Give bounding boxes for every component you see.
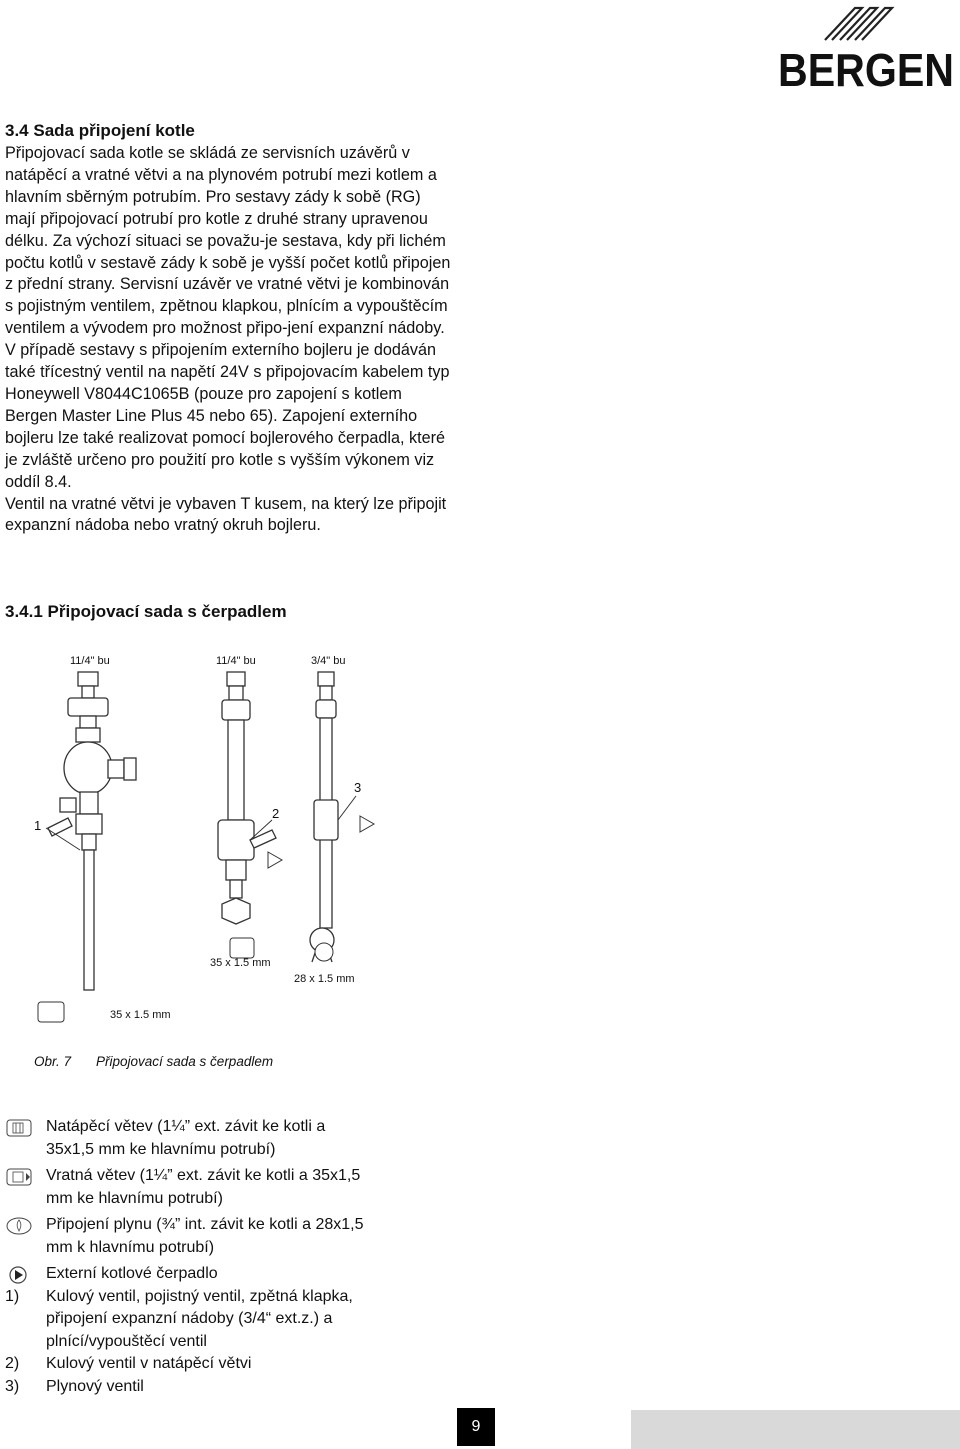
gas-flame-icon	[6, 1217, 32, 1235]
figure-number: Obr. 7	[34, 1054, 72, 1069]
bergen-logo	[770, 0, 960, 95]
figure-caption: Připojovací sada s čerpadlem	[96, 1054, 274, 1069]
legend-numbered-2: 2) Kulový ventil v natápěcí větvi	[5, 1355, 252, 1372]
legend-item-return: Vratná větev (1¼” ext. závit ke kotli a 35x1,5 mm ke hlavnímu potrubí)	[0, 1165, 520, 1210]
pump-icon	[6, 1266, 32, 1284]
svg-text:1: 1	[34, 818, 42, 833]
paragraph-1: Připojovací sada kotle se skládá ze servisních uzávěrů v natápěcí a vratné větvi a na plynovém potrubí mezi kotlem a hlavním sběrným potrubím. Pro sestavy zády k sobě (RG) mají připojovací potrubí pro kotle z druhé strany upravenou délku. Za výchozí situaci se považu-je sestava, kdy při lichém počtu kotlů v sestavě zády k sobě je vyšší počet kotlů připojen z přední strany. Servisní uzávěr ve vratné větvi je kombinován s pojistným ventilem, zpětnou klapkou, plnícím a vypouštěcím ventilem a vývodem pro možnost připo-jení expanzní nádoby. V případě sestavy s připojením externího bojleru je dodáván také třícestný ventil na napětí 24V s připojovacím kabelem typ Honeywell V8044C1065B (pouze pro zapojení s kotlem Bergen Master Line Plus 45 nebo 65). Zapojení externího bojleru lze také realizovat pomocí bojlerového čerpadla, které je zvláště určeno pro použití pro kotle s vyšším výkonem viz oddíl 8.4.	[5, 144, 451, 491]
left-lever	[48, 818, 72, 836]
legend	[0, 1116, 520, 1398]
mid-bottom-nut	[222, 898, 250, 924]
left-union	[68, 698, 108, 716]
legend-numbered-3: 3) Plynový ventil	[5, 1377, 144, 1395]
mid-pipe-upper	[228, 720, 244, 820]
svg-text:28 x 1.5 mm: 28 x 1.5 mm	[294, 973, 355, 985]
svg-text:11/4" bu: 11/4" bu	[216, 655, 256, 667]
flow-radiator-icon	[6, 1119, 32, 1137]
connection-set-diagram	[0, 640, 420, 1040]
paragraph-2: Ventil na vratné větvi je vybaven T kusem, na který lze připojit expanzní nádoba nebo vratný okruh bojleru.	[5, 494, 447, 535]
fig-flow-icon	[230, 938, 254, 958]
left-pipe	[84, 850, 94, 990]
mid-valve	[218, 820, 254, 860]
return-radiator-icon	[6, 1168, 32, 1186]
legend-item-flow: Natápěcí větev (1¼” ext. závit ke kotli a 35x1,5 mm ke hlavnímu potrubí)	[0, 1116, 520, 1161]
footer-bar	[631, 1410, 960, 1449]
svg-text:11/4" bu: 11/4" bu	[70, 655, 110, 667]
svg-text:3: 3	[354, 780, 362, 795]
left-top-nut	[78, 672, 98, 686]
section-title: 3.4 Sada připojení kotle	[5, 121, 195, 140]
svg-text:35 x 1.5 mm: 35 x 1.5 mm	[110, 1009, 171, 1021]
gas-valve	[314, 800, 338, 840]
legend-item-gas: Připojení plynu (¾” int. závit ke kotli a 28x1,5 mm k hlavnímu potrubí)	[0, 1214, 520, 1259]
left-outlet	[108, 760, 124, 778]
left-valve-body	[64, 742, 112, 794]
left-drain	[60, 798, 76, 812]
legend-numbered-1: 1) Kulový ventil, pojistný ventil, zpětná klapka, připojení expanzní nádoby (3/4“ ext.z.) a plnící/vypouštěcí ventil	[5, 1287, 353, 1350]
page-number: 9	[457, 1408, 495, 1446]
section-body	[5, 143, 455, 537]
fig-valve-icon-2	[268, 852, 282, 868]
svg-text:2: 2	[272, 806, 280, 821]
fig-valve-icon-1	[360, 816, 374, 832]
fig-gas-icon	[315, 943, 333, 961]
fig-return-icon	[38, 1002, 64, 1022]
mid-union	[222, 700, 250, 720]
legend-item-pump: Externí kotlové čerpadlo	[0, 1263, 520, 1286]
svg-text:BERGEN: BERGEN	[778, 44, 954, 95]
svg-text:35 x 1.5 mm: 35 x 1.5 mm	[210, 957, 271, 969]
subsection-title: 3.4.1 Připojovací sada s čerpadlem	[5, 602, 287, 621]
svg-text:3/4" bu: 3/4" bu	[311, 655, 346, 667]
